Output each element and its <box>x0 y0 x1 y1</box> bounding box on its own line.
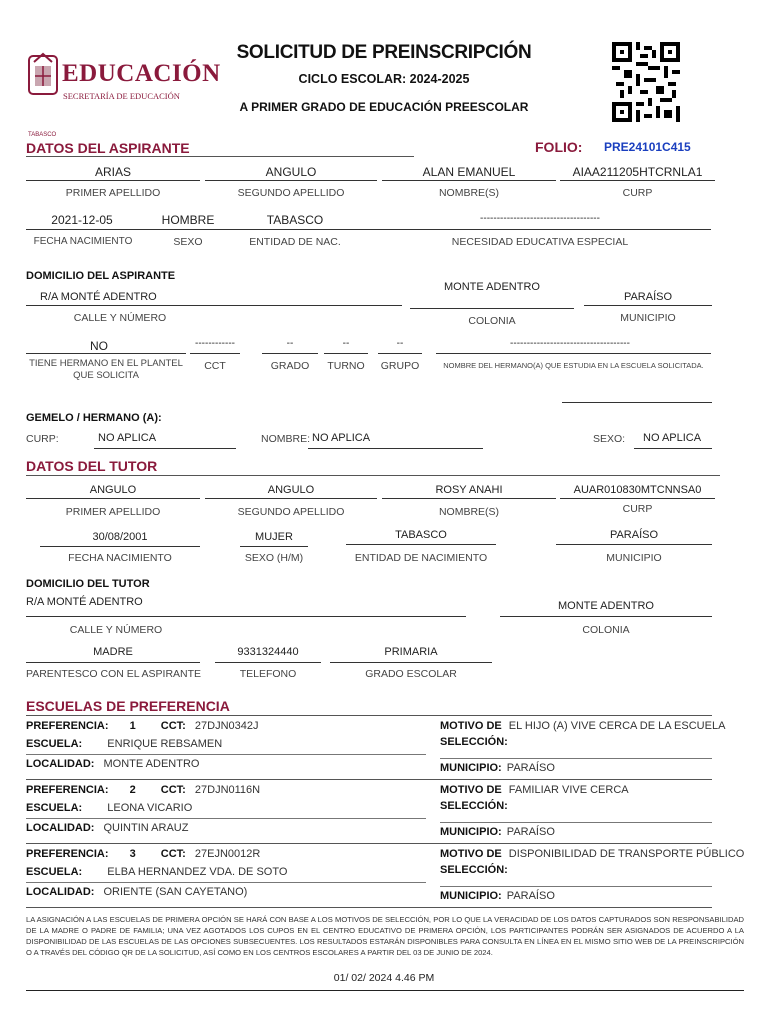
label-hermano-grado: GRADO <box>270 360 310 372</box>
underline <box>330 662 492 663</box>
label-entidad: ENTIDAD DE NAC. <box>249 236 341 248</box>
preference-block <box>26 718 726 782</box>
pref-key: PREFERENCIA: <box>26 720 109 732</box>
aspirante-nee: ------------------------------------ <box>480 213 600 224</box>
tutor-sexo: MUJER <box>255 531 293 543</box>
label-tutor-fecha: FECHA NACIMIENTO <box>68 552 172 564</box>
underline <box>308 448 483 449</box>
hermano-tiene: NO <box>90 339 108 353</box>
pref-bottom-rule <box>26 779 712 780</box>
tutor-parentesco: MADRE <box>93 646 133 658</box>
underline <box>560 180 715 181</box>
label-hermano-nombre: NOMBRE DEL HERMANO(A) QUE ESTUDIA EN LA ESCUELA SOLICITADA. <box>443 361 704 370</box>
pref-number: 1 <box>129 720 136 732</box>
aspirante-apellido1: ARIAS <box>94 165 131 179</box>
domicilio-title: DOMICILIO DEL ASPIRANTE <box>26 270 176 282</box>
pref-municipio-key: MUNICIPIO: <box>440 826 502 838</box>
pref-cct-key: CCT: <box>160 720 186 732</box>
underline <box>262 353 318 354</box>
underline <box>26 616 466 617</box>
label-colonia: COLONIA <box>468 315 516 327</box>
logo-main: EDUCACIÓN <box>62 60 221 87</box>
tutor-entidad: TABASCO <box>395 529 447 541</box>
label-tutor-curp: CURP <box>622 503 653 515</box>
label-hermano-cct: CCT <box>204 360 226 372</box>
pref-municipio: PARAÍSO <box>506 762 555 774</box>
section-aspirante: DATOS DEL ASPIRANTE <box>26 140 190 156</box>
label-gemelo-curp: CURP: <box>26 433 59 445</box>
hermano-grupo: -- <box>396 338 404 349</box>
pref-escuela: LEONA VICARIO <box>107 802 193 814</box>
pref-localidad: ORIENTE (SAN CAYETANO) <box>103 886 248 898</box>
underline <box>26 662 200 663</box>
page-title: SOLICITUD DE PREINSCRIPCIÓN <box>236 42 532 63</box>
tutor-calle: R/A MONTÉ ADENTRO <box>26 596 143 608</box>
aspirante-sexo: HOMBRE <box>161 213 215 227</box>
underline <box>205 180 377 181</box>
tutor-municipio: PARAÍSO <box>609 529 659 541</box>
tutor-nombres: ROSY ANAHI <box>435 484 503 496</box>
gemelo-sexo: NO APLICA <box>643 432 702 444</box>
pref-rule <box>26 818 426 819</box>
pref-escuela-key: ESCUELA: <box>26 802 83 814</box>
underline <box>562 402 712 403</box>
pref-localidad: MONTE ADENTRO <box>103 758 200 770</box>
label-tiene-hermano: TIENE HERMANO EN EL PLANTEL QUE SOLICITA <box>29 358 183 381</box>
pref-escuela-key: ESCUELA: <box>26 738 83 750</box>
tutor-apellido2: ANGULO <box>267 484 315 496</box>
preference-block <box>26 846 745 910</box>
section-tutor: DATOS DEL TUTOR <box>26 458 158 474</box>
pref-rule <box>440 758 712 759</box>
section-aspirante-rule <box>26 156 414 157</box>
underline <box>410 308 574 309</box>
pref-cct-key: CCT: <box>160 848 186 860</box>
pref-motivo-key2: SELECCIÓN: <box>440 864 508 876</box>
underline <box>26 305 402 306</box>
tutor-colonia: MONTE ADENTRO <box>558 600 654 612</box>
underline <box>346 544 496 545</box>
label-tutor-colonia: COLONIA <box>582 624 630 636</box>
underline <box>26 229 711 230</box>
label-apellido2: SEGUNDO APELLIDO <box>237 187 345 199</box>
label-gemelo-sexo: SEXO: <box>593 433 626 445</box>
footer-rule <box>26 990 744 991</box>
underline <box>556 544 712 545</box>
pref-key: PREFERENCIA: <box>26 784 109 796</box>
grade-title: A PRIMER GRADO DE EDUCACIÓN PREESCOLAR <box>239 100 529 114</box>
pref-rule <box>440 886 712 887</box>
aspirante-fecha: 2021-12-05 <box>51 213 113 227</box>
school-cycle: CICLO ESCOLAR: 2024-2025 <box>298 72 470 86</box>
label-tutor-apellido1: PRIMER APELLIDO <box>65 506 161 518</box>
pref-number: 3 <box>129 848 136 860</box>
label-tutor-apellido2: SEGUNDO APELLIDO <box>237 506 345 518</box>
pref-rule <box>26 882 426 883</box>
hermano-cct: ------------ <box>195 338 235 349</box>
pref-bottom-rule <box>26 907 712 908</box>
timestamp: 01/ 02/ 2024 4.46 PM <box>333 972 435 984</box>
pref-rule <box>440 822 712 823</box>
label-calle: CALLE Y NÚMERO <box>73 312 167 324</box>
underline <box>215 662 321 663</box>
underline <box>26 353 186 354</box>
pref-localidad-key: LOCALIDAD: <box>26 758 95 770</box>
pref-motivo-key: MOTIVO DE <box>440 720 502 732</box>
label-fecha: FECHA NACIMIENTO <box>33 236 133 247</box>
pref-motivo-key2: SELECCIÓN: <box>440 736 508 748</box>
aspirante-nombres: ALAN EMANUEL <box>422 165 516 179</box>
section-escuelas: ESCUELAS DE PREFERENCIA <box>26 698 230 714</box>
pref-motivo: FAMILIAR VIVE CERCA <box>508 784 629 796</box>
pref-rule <box>26 754 426 755</box>
pref-motivo-key: MOTIVO DE <box>440 784 502 796</box>
pref-motivo: EL HIJO (A) VIVE CERCA DE LA ESCUELA <box>508 720 726 732</box>
pref-motivo: DISPONIBILIDAD DE TRANSPORTE PÚBLICO <box>508 848 745 860</box>
pref-escuela-key: ESCUELA: <box>26 866 83 878</box>
label-municipio: MUNICIPIO <box>620 312 676 324</box>
underline <box>205 498 377 499</box>
qr-code-icon <box>612 42 680 122</box>
label-tutor-telefono: TELEFONO <box>239 668 297 680</box>
aspirante-entidad: TABASCO <box>266 213 324 227</box>
underline <box>560 498 715 499</box>
folio-label: FOLIO: <box>535 139 583 155</box>
label-hermano-grupo: GRUPO <box>380 360 420 372</box>
gemelo-nombre: NO APLICA <box>312 432 371 444</box>
pref-municipio-key: MUNICIPIO: <box>440 890 502 902</box>
domicilio-municipio: PARAÍSO <box>623 291 673 303</box>
logo-sub: SECRETARÍA DE EDUCACIÓN <box>63 91 180 101</box>
tutor-telefono: 9331324440 <box>237 646 299 658</box>
tutor-fecha: 30/08/2001 <box>92 531 148 543</box>
label-gemelo-nombre: NOMBRE: <box>261 433 311 445</box>
pref-motivo-key2: SELECCIÓN: <box>440 800 508 812</box>
pref-motivo-key: MOTIVO DE <box>440 848 502 860</box>
pref-cct: 27DJN0342J <box>194 720 259 732</box>
label-hermano-turno: TURNO <box>327 360 365 372</box>
underline <box>500 616 712 617</box>
aspirante-apellido2: ANGULO <box>265 165 317 179</box>
label-apellido1: PRIMER APELLIDO <box>65 187 161 199</box>
underline <box>584 305 712 306</box>
underline <box>240 546 308 547</box>
pref-escuela: ENRIQUE REBSAMEN <box>107 738 223 750</box>
domicilio-colonia: MONTE ADENTRO <box>444 281 540 293</box>
label-sexo: SEXO <box>173 236 203 248</box>
hermano-grado: -- <box>286 338 294 349</box>
underline <box>40 546 200 547</box>
gemelo-curp: NO APLICA <box>98 432 157 444</box>
gemelo-title: GEMELO / HERMANO (A): <box>26 412 162 424</box>
label-nombres: NOMBRE(S) <box>438 187 500 199</box>
footer-note: LA ASIGNACIÓN A LAS ESCUELAS DE PRIMERA OPCIÓN SE HARÁ CON BASE A LOS MOTIVOS DE SELECCIÓN, POR LO QUE LA VERACIDAD DE LOS DATOS CAPTURADOS SON RESPONSABILIDAD DE LA MADRE O PADRE DE FAMILIA; UNA VEZ AGOTADOS LOS CUPOS EN EL CENTRO EDUCATIVO DE PRIMERA OPCIÓN, LOS PARTICIPANTES PODRÁN SER ASIGNADOS DE ACUERDO A LA DISPONIBILIDAD DE LAS ESCUELAS DE LAS OPCIONES SUBSECUENTES. LOS RESULTADOS ESTARÁN DISPONIBLES PARA CONSULTA EN LÍNEA EN EL MISMO SITIO WEB DE LA PREINSCRIPCIÓN O A TRAVÉS DEL CÓDIGO QR DE LA SOLICITUD, ASÍ COMO EN LOS CENTROS ESCOLARES A PARTIR DEL 03 DE JUNIO DE 2024. <box>26 915 744 957</box>
pref-bottom-rule <box>26 843 712 844</box>
pref-municipio-key: MUNICIPIO: <box>440 762 502 774</box>
underline <box>26 498 200 499</box>
underline <box>382 180 556 181</box>
folio-value: PRE24101C415 <box>604 140 691 154</box>
pref-number: 2 <box>129 784 136 796</box>
tutor-apellido1: ANGULO <box>89 484 137 496</box>
label-nee: NECESIDAD EDUCATIVA ESPECIAL <box>451 236 629 248</box>
label-tutor-parentesco: PARENTESCO CON EL ASPIRANTE <box>26 668 202 680</box>
preference-block <box>26 782 712 846</box>
hermano-nombre: ------------------------------------ <box>510 338 630 349</box>
pref-municipio: PARAÍSO <box>506 890 555 902</box>
underline <box>378 353 422 354</box>
underline <box>190 353 240 354</box>
section-escuelas-rule <box>26 715 712 716</box>
pref-cct: 27EJN0012R <box>194 848 261 860</box>
pref-localidad: QUINTIN ARAUZ <box>103 822 189 834</box>
underline <box>94 448 236 449</box>
pref-localidad-key: LOCALIDAD: <box>26 886 95 898</box>
label-tutor-sexo: SEXO (H/M) <box>244 552 304 564</box>
underline <box>324 353 368 354</box>
pref-escuela: ELBA HERNANDEZ VDA. DE SOTO <box>107 866 288 878</box>
pref-cct-key: CCT: <box>160 784 186 796</box>
underline <box>634 448 712 449</box>
tutor-curp: AUAR010830MTCNNSA0 <box>573 484 702 496</box>
aspirante-curp: AIAA211205HTCRNLA1 <box>572 165 703 179</box>
section-tutor-rule <box>26 475 720 476</box>
pref-municipio: PARAÍSO <box>506 826 555 838</box>
label-tutor-municipio: MUNICIPIO <box>606 552 662 564</box>
logo-state: TABASCO <box>28 132 57 138</box>
underline <box>436 353 711 354</box>
pref-localidad-key: LOCALIDAD: <box>26 822 95 834</box>
label-tutor-entidad: ENTIDAD DE NACIMIENTO <box>354 552 488 564</box>
underline <box>382 498 556 499</box>
tutor-domicilio-title: DOMICILIO DEL TUTOR <box>26 578 150 590</box>
label-tutor-calle: CALLE Y NÚMERO <box>69 624 163 636</box>
label-tutor-escolar: GRADO ESCOLAR <box>365 668 457 680</box>
pref-cct: 27DJN0116N <box>194 784 261 796</box>
label-tutor-nombres: NOMBRE(S) <box>438 506 500 518</box>
pref-key: PREFERENCIA: <box>26 848 109 860</box>
domicilio-calle: R/A MONTÉ ADENTRO <box>40 291 157 303</box>
tutor-escolar: PRIMARIA <box>384 646 438 658</box>
label-curp: CURP <box>622 187 653 199</box>
underline <box>26 180 200 181</box>
hermano-turno: -- <box>342 338 350 349</box>
